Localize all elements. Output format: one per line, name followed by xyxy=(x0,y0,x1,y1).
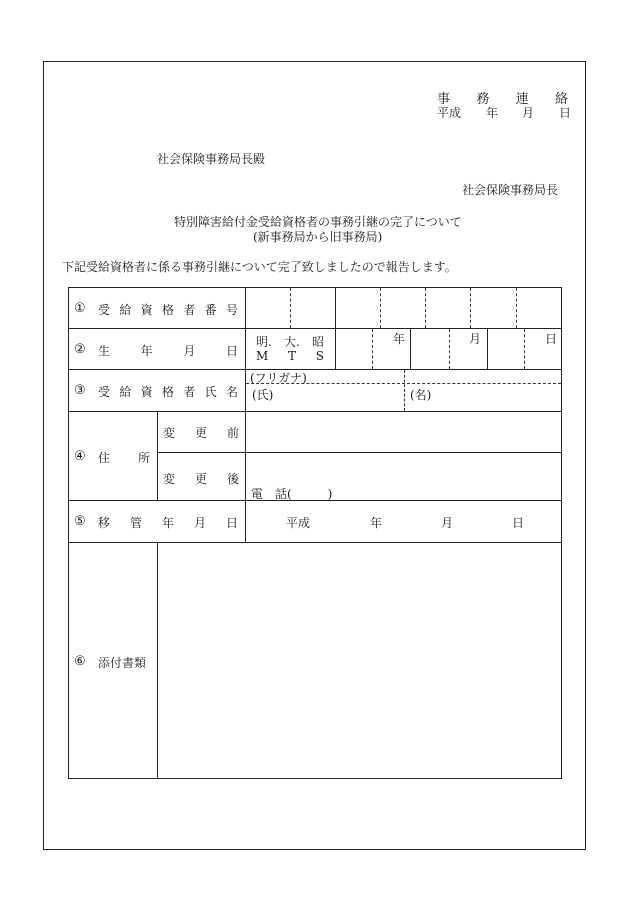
row3-label-char: 名 xyxy=(225,385,238,399)
header-date-day-unit: 日 xyxy=(559,106,572,120)
year-digit-divider xyxy=(372,329,373,369)
row2-number: ② xyxy=(74,342,86,357)
era-letter: M xyxy=(256,349,269,363)
row1-label-char: 格 xyxy=(161,303,174,317)
row1-label xyxy=(98,301,238,318)
after-change-label xyxy=(163,470,239,487)
row1-label-char: 者 xyxy=(183,303,196,317)
transfer-date-era: 平成 xyxy=(286,516,311,530)
before-change-char: 更 xyxy=(194,426,207,440)
digit-box-divider xyxy=(516,288,517,328)
after-change-char: 変 xyxy=(163,472,176,486)
row-divider xyxy=(68,369,562,370)
header-date-era: 平成 xyxy=(437,106,462,120)
digit-box-divider xyxy=(380,288,381,328)
era-kanji-char: 明. xyxy=(256,335,272,349)
name-divider xyxy=(404,370,405,411)
sub-label-divider xyxy=(157,411,158,501)
row5-label xyxy=(98,514,238,531)
row2-label-char: 月 xyxy=(183,344,196,358)
era-kanji-char: 昭 xyxy=(311,335,324,349)
after-change-char: 更 xyxy=(194,472,207,486)
row3-label-char: 給 xyxy=(119,385,132,399)
document-subtitle: (新事務局から旧事務局) xyxy=(253,230,383,244)
table-border-left xyxy=(68,287,69,779)
given-name-label: (名) xyxy=(410,388,432,402)
row5-label-char: 日 xyxy=(225,516,238,530)
before-change-char: 変 xyxy=(163,426,176,440)
sender: 社会保険事務局長 xyxy=(462,183,559,197)
transfer-year-unit: 年 xyxy=(370,516,383,530)
row3-label-char: 者 xyxy=(183,385,196,399)
table-border-bottom xyxy=(68,778,562,779)
row5-label-char: 管 xyxy=(129,516,142,530)
row1-number: ① xyxy=(74,301,86,316)
era-kanji-char: 大. xyxy=(283,335,300,349)
transfer-day-unit: 日 xyxy=(512,516,525,530)
table-border-top xyxy=(68,287,562,288)
row1-label-char: 受 xyxy=(98,303,111,317)
table-border-right xyxy=(561,287,562,779)
birth-month-unit: 月 xyxy=(469,332,482,346)
doc-type-char: 務 xyxy=(476,92,490,107)
row5-label-char: 年 xyxy=(161,516,174,530)
row2-label-char: 日 xyxy=(225,344,238,358)
row1-label-char: 資 xyxy=(140,303,153,317)
row1-label-char: 番 xyxy=(204,303,217,317)
digit-box-divider xyxy=(470,288,471,328)
before-change-label xyxy=(163,424,239,441)
row6-number: ⑥ xyxy=(74,654,86,669)
row3-label xyxy=(98,383,238,400)
row4-label xyxy=(98,449,150,466)
row3-number: ③ xyxy=(74,383,86,398)
row-divider xyxy=(68,411,562,412)
row1-label-char: 号 xyxy=(225,303,238,317)
before-change-char: 前 xyxy=(226,426,239,440)
doc-type-char: 連 xyxy=(515,92,529,107)
row-divider xyxy=(68,542,562,543)
label-column-divider xyxy=(245,287,246,543)
row3-label-char: 資 xyxy=(140,385,153,399)
row5-label-char: 移 xyxy=(98,516,111,530)
era-letter: T xyxy=(288,349,297,363)
addressee: 社会保険事務局長殿 xyxy=(157,152,266,166)
row1-label-char: 給 xyxy=(119,303,132,317)
era-letters xyxy=(256,349,324,363)
phone-label: 電 話( ) xyxy=(251,487,333,501)
row3-label-char: 格 xyxy=(161,385,174,399)
after-change-char: 後 xyxy=(226,472,239,486)
row4-number: ④ xyxy=(74,449,86,464)
year-divider xyxy=(410,329,411,369)
row5-label-char: 月 xyxy=(193,516,206,530)
day-digit-divider xyxy=(524,329,525,369)
header-date-year-unit: 年 xyxy=(486,106,499,120)
birth-year-unit: 年 xyxy=(393,332,406,346)
row5-number: ⑤ xyxy=(74,514,86,529)
row2-label-char: 年 xyxy=(140,344,153,358)
document-title: 特別障害給付金受給資格者の事務引継の完了について xyxy=(174,215,462,229)
row2-label xyxy=(98,342,238,359)
attachments-label: 添付書類 xyxy=(98,656,147,670)
birth-day-unit: 日 xyxy=(545,332,558,346)
era-letter: S xyxy=(315,349,324,363)
row3-label-char: 受 xyxy=(98,385,111,399)
digit-box-divider xyxy=(425,288,426,328)
row4-label-char: 住 xyxy=(98,451,111,465)
row-divider xyxy=(157,452,562,453)
row6-label-divider xyxy=(157,542,158,779)
doc-type-char: 事 xyxy=(437,92,451,107)
month-divider xyxy=(487,329,488,369)
month-digit-divider xyxy=(449,329,450,369)
row4-label-char: 所 xyxy=(137,451,150,465)
transfer-month-unit: 月 xyxy=(441,516,454,530)
era-kanji xyxy=(256,333,324,350)
digit-box-divider-solid xyxy=(335,288,336,328)
digit-box-divider xyxy=(290,288,291,328)
row2-label-char: 生 xyxy=(98,344,111,358)
row3-label-char: 氏 xyxy=(204,385,217,399)
furigana-label: (フリガナ) xyxy=(250,371,307,385)
surname-label: (氏) xyxy=(252,388,274,402)
header-date-month-unit: 月 xyxy=(522,106,535,120)
doc-type-char: 絡 xyxy=(554,92,568,107)
era-divider xyxy=(335,329,336,369)
intro-text: 下記受給資格者に係る事務引継について完了致しましたので報告します。 xyxy=(62,260,457,274)
